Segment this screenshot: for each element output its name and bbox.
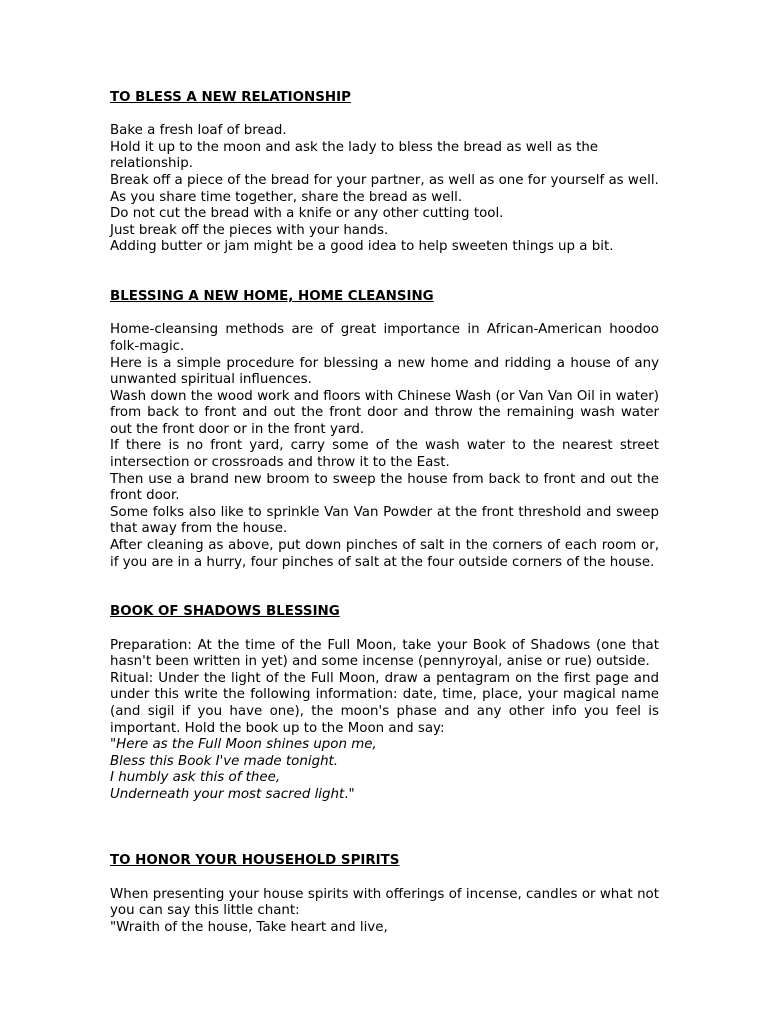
text-line: As you share time together, share the bread as well. (110, 189, 463, 205)
chant-text: Here as the Full Moon shines upon me, (116, 737, 377, 753)
paragraph: If there is no front yard, carry some of the wash water to the nearest street intersection or crossroads and throw it to the East. (110, 438, 659, 471)
text-line: Do not cut the bread with a knife or any other cutting tool. (110, 206, 504, 222)
paragraph: After cleaning as above, put down pinches of salt in the corners of each room or, if you are in a hurry, four pinches of salt at the four outside corners of the house. (110, 538, 659, 570)
intro-paragraph: When presenting your house spirits with offerings of incense, candles or what not you can say this little chant: (110, 886, 659, 919)
text-line: Bake a fresh loaf of bread. (110, 123, 287, 139)
paragraph: Wash down the wood work and floors with Chinese Wash (or Van Van Oil in water) from back to front and out the front door and throw the remaining wash water out the front door or in the front yard. (110, 388, 659, 437)
ritual-paragraph: Ritual: Under the light of the Full Moon, draw a pentagram on the first page and under this write the following information: date, time, place, your magical name (and sigil if you have one), the moon's phase and any other info you feel is important. Hold the book up to the Moon and say: (110, 670, 659, 736)
section-blessing-home (110, 289, 659, 571)
chant-line (110, 787, 659, 804)
document-page (110, 90, 659, 936)
chant-line (110, 737, 659, 754)
text-line: Adding butter or jam might be a good idea to help sweeten things up a bit. (110, 239, 614, 255)
chant-open-quote: " (110, 737, 117, 753)
chant-text: Underneath your most sacred light (110, 786, 345, 802)
text-line: Hold it up to the moon and ask the lady to bless the bread as well as the relationship. (110, 139, 599, 172)
section-heading: TO HONOR YOUR HOUSEHOLD SPIRITS (110, 853, 400, 869)
chant-close-quote: ." (344, 786, 355, 802)
paragraph: Some folks also like to sprinkle Van Van Powder at the front threshold and sweep that away from the house. (110, 504, 659, 537)
chant-line: Bless this Book I've made tonight. (110, 753, 339, 769)
chant-line: "Wraith of the house, Take heart and live, (110, 919, 388, 935)
text-line: Just break off the pieces with your hands. (110, 222, 389, 238)
section-book-of-shadows (110, 604, 659, 803)
section-heading: TO BLESS A NEW RELATIONSHIP (110, 90, 351, 105)
paragraph: Home-cleansing methods are of great importance in African-American hoodoo folk-magic. (110, 322, 659, 354)
preparation-paragraph: Preparation: At the time of the Full Moon, take your Book of Shadows (one that hasn't been written in yet) and some incense (pennyroyal, anise or rue) outside. (110, 637, 659, 670)
section-heading: BOOK OF SHADOWS BLESSING (110, 604, 340, 620)
paragraph: Here is a simple procedure for blessing a new home and ridding a house of any unwanted spiritual influences. (110, 355, 659, 388)
text-line: Break off a piece of the bread for your partner, as well as one for yourself as well. (110, 172, 659, 188)
paragraph: Then use a brand new broom to sweep the house from back to front and out the front door. (110, 471, 659, 504)
section-bless-relationship (110, 90, 659, 256)
chant-line: I humbly ask this of thee, (110, 770, 281, 786)
section-household-spirits (110, 853, 659, 936)
section-heading: BLESSING A NEW HOME, HOME CLEANSING (110, 289, 434, 305)
